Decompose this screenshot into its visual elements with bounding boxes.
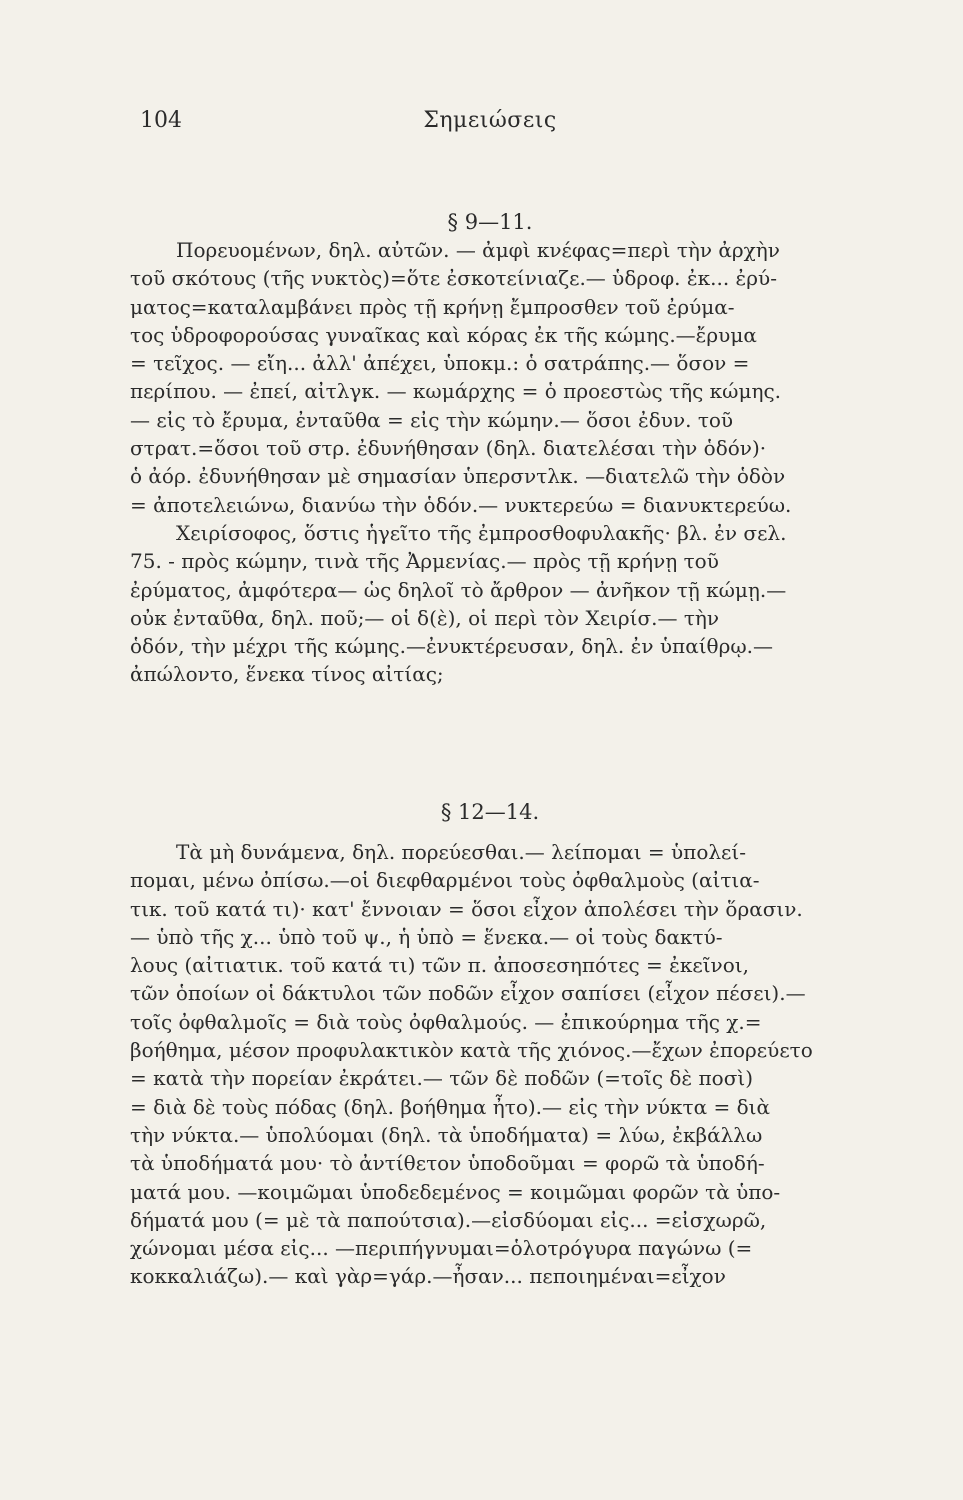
text-line: τος ὑδροφορούσας γυναῖκας καὶ κόρας ἐκ τῆς κώμης.—ἔρυμα	[130, 322, 757, 347]
text-line: ματος=καταλαμβάνει πρὸς τῇ κρήνῃ ἔμπροσθεν τοῦ ἐρύμα-	[130, 294, 735, 319]
text-line: Χειρίσοφος, ὅστις ἡγεῖτο τῆς ἐμπροσθοφυλακῆς· βλ. ἐν σελ.	[176, 520, 787, 545]
text-line: στρατ.=ὅσοι τοῦ στρ. ἐδυνήθησαν (δηλ. διατελέσαι τὴν ὁδόν)·	[130, 436, 767, 461]
page-number: 104	[140, 108, 182, 133]
text-line: πομαι, μένω ὀπίσω.—οἱ διεφθαρμένοι τοὺς ὀφθαλμοὺς (αἰτια-	[130, 868, 760, 893]
text-line: ὁ ἀόρ. ἐδυνήθησαν μὲ σημασίαν ὑπερσντλκ. —διατελῶ τὴν ὁδὸν	[130, 464, 786, 489]
text-line: λους (αἰτιατικ. τοῦ κατά τι) τῶν π. ἀποσεσηπότες = ἐκεῖνοι,	[130, 953, 749, 978]
text-line: χώνομαι μέσα εἰς... —περιπήγνυμαι=ὁλοτρόγυρα παγώνω (=	[130, 1236, 753, 1261]
text-line: οὐκ ἐνταῦθα, δηλ. ποῦ;— οἱ δ(ὲ), οἱ περὶ τὸν Χειρίσ.— τὴν	[130, 605, 720, 630]
text-line: = τεῖχος. — εἴη... ἀλλ' ἀπέχει, ὑποκμ.: ὁ σατράπης.— ὅσον =	[130, 351, 750, 376]
text-line: τοῖς ὀφθαλμοῖς = διὰ τοὺς ὀφθαλμούς. — ἐπικούρημα τῆς χ.=	[130, 1009, 762, 1034]
text-line: Τὰ μὴ δυνάμενα, δηλ. πορεύεσθαι.— λείπομαι = ὑπολεί-	[176, 840, 746, 864]
text-line: ἀπώλοντο, ἕνεκα τίνος αἰτίας;	[130, 662, 444, 687]
text-line: τοῦ σκότους (τῆς νυκτὸς)=ὅτε ἐσκοτείνιαζε.— ὑδροφ. ἐκ... ἐρύ-	[130, 266, 777, 291]
text-line: κοκκαλιάζω).— καὶ γὰρ=γάρ.—ἦσαν... πεποιημέναι=εἶχον	[130, 1264, 726, 1289]
notes-section-12-14	[130, 838, 860, 1291]
text-line: 75. - πρὸς κώμην, τινὰ τῆς Ἀρμενίας.— πρὸς τῇ κρήνῃ τοῦ	[130, 549, 719, 574]
text-line: ὁδόν, τὴν μέχρι τῆς κώμης.—ἐνυκτέρευσαν, δηλ. ἐν ὑπαίθρῳ.—	[130, 634, 774, 659]
text-line: ματά μου. —κοιμῶμαι ὑποδεδεμένος = κοιμῶμαι φορῶν τὰ ὑπο-	[130, 1179, 781, 1204]
text-line: = ἀποτελειώνω, διανύω τὴν ὁδόν.— νυκτερεύω = διανυκτερεύω.	[130, 492, 792, 517]
text-line: τὰ ὑποδήματά μου· τὸ ἀντίθετον ὑποδοῦμαι = φορῶ τὰ ὑποδή-	[130, 1151, 765, 1176]
text-line: — ὑπὸ τῆς χ... ὑπὸ τοῦ ψ., ἡ ὑπὸ = ἕνεκα.— οἱ τοὺς δακτύ-	[130, 924, 723, 949]
text-line: τὴν νύκτα.— ὑπολύομαι (δηλ. τὰ ὑποδήματα) = λύω, ἐκβάλλω	[130, 1122, 763, 1147]
text-line: = κατὰ τὴν πορείαν ἐκράτει.— τῶν δὲ ποδῶν (=τοῖς δὲ ποσὶ)	[130, 1066, 754, 1091]
text-line: τικ. τοῦ κατά τι)· κατ' ἔννοιαν = ὅσοι εἶχον ἀπολέσει τὴν ὅρασιν.	[130, 896, 803, 921]
text-line: Πορευομένων, δηλ. αὐτῶν. — ἀμφὶ κνέφας=περὶ τὴν ἀρχὴν	[176, 238, 780, 262]
section-heading: § 12—14.	[440, 800, 540, 824]
notes-section-9-11	[130, 236, 860, 689]
page-header	[140, 108, 840, 148]
running-title: Σημειώσεις	[423, 108, 557, 133]
text-line: τῶν ὁποίων οἱ δάκτυλοι τῶν ποδῶν εἶχον σαπίσει (εἶχον πέσει).—	[130, 981, 806, 1006]
text-line: — εἰς τὸ ἔρυμα, ἐνταῦθα = εἰς τὴν κώμην.— ὅσοι ἐδυν. τοῦ	[130, 407, 734, 432]
text-line: βοήθημα, μέσον προφυλακτικὸν κατὰ τῆς χιόνος.—ἔχων ἐπορεύετο	[130, 1038, 813, 1063]
text-line: περίπου. — ἐπεί, αἰτλγκ. — κωμάρχης = ὁ προεστὼς τῆς κώμης.	[130, 379, 782, 404]
text-line: = διὰ δὲ τοὺς πόδας (δηλ. βοήθημα ἦτο).— εἰς τὴν νύκτα = διὰ	[130, 1094, 770, 1119]
text-line: ἐρύματος, ἀμφότερα— ὡς δηλοῖ τὸ ἄρθρον — ἀνῆκον τῇ κώμῃ.—	[130, 577, 787, 602]
section-heading: § 9—11.	[447, 210, 533, 234]
text-line: δήματά μου (= μὲ τὰ παπούτσια).—εἰσδύομαι εἰς... =εἰσχωρῶ,	[130, 1207, 767, 1232]
